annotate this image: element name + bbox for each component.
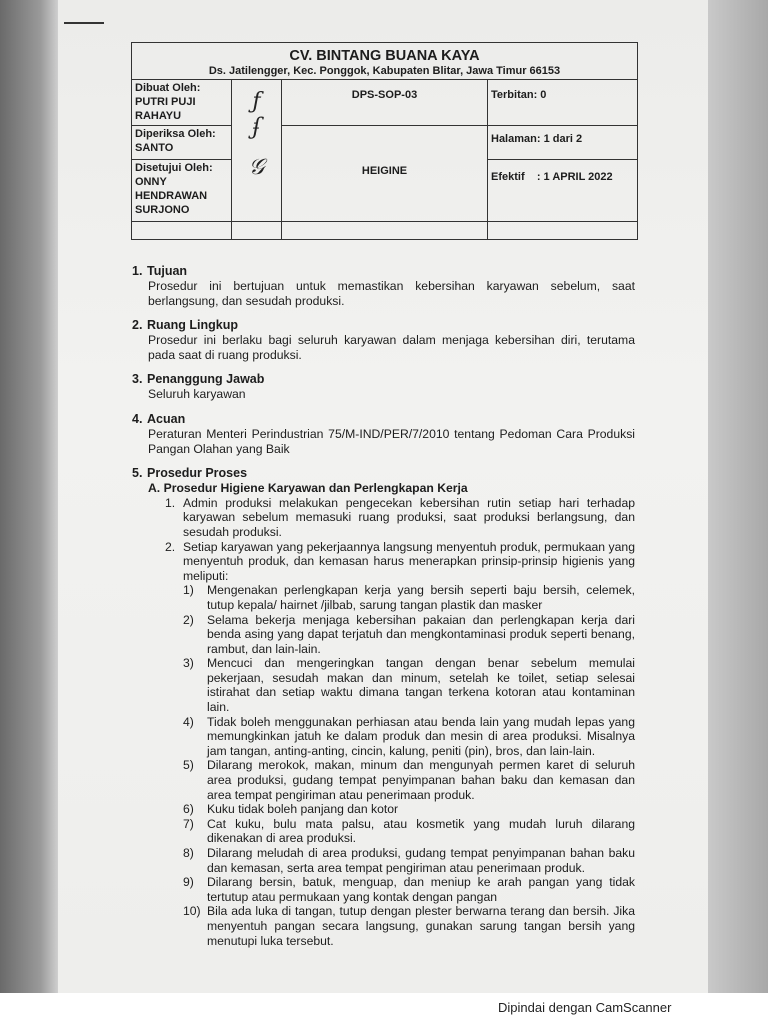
page-number: Halaman: 1 dari 2: [488, 126, 638, 160]
company-header: [132, 43, 638, 80]
procedure-subtitle: A. Prosedur Higiene Karyawan dan Perlengkapan Kerja: [148, 481, 468, 496]
scan-edge-left: [0, 0, 58, 993]
sub-list-text: Dilarang meludah di area produksi, gudang tempat penyimpanan bahan baku dan kemasan, serta area tempat pengiriman atau penerimaan produk.: [207, 846, 635, 875]
list-item: [165, 496, 635, 540]
sub-list-number: 6): [183, 802, 194, 817]
section-number: 1.: [132, 264, 143, 278]
signature-mark: ƒ: [252, 89, 261, 114]
list-number: 2.: [165, 539, 176, 554]
sub-list-text: Dilarang bersin, batuk, menguap, dan meniup ke arah pangan yang tidak tertutup atau permukaan yang kontak dengan pangan: [207, 875, 635, 904]
effective-date: Efektif : 1 APRIL 2022: [488, 160, 638, 222]
sub-list-text: Tidak boleh menggunakan perhiasan atau benda lain yang mudah lepas yang memungkinkan jatuh ke dalam produk dan mesin di area produksi. Misalnya jam tangan, anting-anting, cincin, kalung, peniti (pin), bros, dan lain-lain.: [207, 714, 635, 758]
sub-list-item: [183, 583, 635, 612]
pen-mark: [64, 22, 104, 24]
doc-code: DPS-SOP-03: [282, 80, 488, 126]
procedure-list: [165, 496, 635, 948]
section-text: Prosedur ini bertujuan untuk memastikan kebersihan karyawan sebelum, saat berlangsung, dan sesudah produksi.: [148, 279, 635, 308]
sub-list-text: Bila ada luka di tangan, tutup dengan plester berwarna terang dan bersih. Jika menyentuh pangan secara langsung, gunakan sarung tangan bersih yang menutupi luka tersebut.: [207, 904, 635, 948]
sub-list-text: Kuku tidak boleh panjang dan kotor: [207, 802, 399, 817]
section-procedure: [133, 466, 635, 948]
sub-list-number: 7): [183, 816, 194, 831]
sub-list-item: [183, 715, 635, 759]
sop-header-table: [131, 42, 638, 240]
section-reference: [133, 412, 635, 456]
sub-list-text: Selama bekerja menjaga kebersihan pakaian dan perlengkapan kerja dari benda asing yang dapat terjatuh dan mengkontaminasi produk seperti benang, rambut, dan lain-lain.: [207, 612, 635, 656]
signature-mark: 𝒢: [248, 155, 265, 180]
document-body: [133, 264, 635, 948]
sub-list-item: [183, 817, 635, 846]
hygiene-sublist: [183, 583, 635, 948]
sub-list-number: 5): [183, 758, 194, 773]
sub-list-number: 2): [183, 612, 194, 627]
signatures: [232, 80, 282, 222]
section-number: 5.: [132, 466, 143, 481]
section-scope: [133, 318, 635, 362]
sub-list-item: [183, 613, 635, 657]
section-text: Seluruh karyawan: [148, 387, 246, 402]
list-number: 1.: [165, 495, 176, 510]
section-purpose: [133, 264, 635, 308]
approved-by-cell: [132, 160, 232, 222]
approved-by-label: Disetujui Oleh:: [135, 162, 213, 174]
sub-list-item: [183, 904, 635, 948]
list-text: Setiap karyawan yang pekerjaannya langsung menyentuh produk, permukaan yang menyentuh produk, dan kemasan harus menerapkan prinsip-prinsip higienis yang meliputi:: [183, 539, 635, 583]
checked-by-name: SANTO: [135, 142, 174, 154]
sub-list-item: [183, 758, 635, 802]
section-title: Acuan: [147, 411, 186, 426]
doc-title: HEIGINE: [282, 126, 488, 222]
scan-edge-right: [708, 0, 768, 993]
issue-number: Terbitan: 0: [488, 80, 638, 126]
sub-list-number: 4): [183, 714, 194, 729]
sub-list-number: 8): [183, 846, 194, 860]
section-number: 2.: [132, 318, 143, 333]
company-address: Ds. Jatilengger, Kec. Ponggok, Kabupaten Blitar, Jawa Timur 66153: [208, 65, 561, 77]
sub-list-text: Mengenakan perlengkapan kerja yang bersih seperti baju bersih, celemek, tutup kepala/ hairnet /jilbab, sarung tangan plastik dan masker: [207, 583, 635, 612]
section-text: Prosedur ini berlaku bagi seluruh karyawan dalam menjaga kebersihan diri, terutama pada saat di ruang produksi.: [148, 333, 635, 362]
checked-by-label: Diperiksa Oleh:: [135, 128, 216, 140]
sub-list-number: 9): [183, 875, 194, 890]
sub-list-item: [183, 846, 635, 875]
checked-by-cell: [132, 126, 232, 160]
made-by-name: PUTRI PUJI RAHAYU: [135, 96, 196, 122]
section-title: Ruang Lingkup: [147, 318, 238, 333]
approved-by-name: ONNY HENDRAWAN SURJONO: [135, 176, 208, 216]
signature-mark: ʄ: [252, 115, 261, 140]
section-text: Peraturan Menteri Perindustrian 75/M-IND/PER/7/2010 tentang Pedoman Cara Produksi Pangan Olahan yang Baik: [148, 426, 635, 456]
sub-list-text: Dilarang merokok, makan, minum dan mengunyah permen karet di seluruh area produksi, gudang tempat penyimpanan bahan baku dan kemasan dan area tempat pengiriman atau penerimaan produk.: [207, 758, 635, 802]
sub-list-text: Cat kuku, bulu mata palsu, atau kosmetik yang mudah luruh dilarang dikenakan di area produksi.: [207, 816, 635, 846]
section-title: Prosedur Proses: [147, 466, 248, 481]
section-number: 3.: [132, 372, 143, 387]
list-text: Admin produksi melakukan pengecekan kebersihan rutin setiap hari terhadap karyawan sebelum memasuki ruang produksi, saat produksi berlangsung, dan sesudah produksi.: [183, 495, 635, 539]
section-title: Tujuan: [147, 264, 188, 278]
sub-list-number: 1): [183, 583, 194, 598]
sub-list-item: [183, 656, 635, 714]
section-responsible: [133, 372, 635, 402]
list-item: [165, 540, 635, 584]
made-by-label: Dibuat Oleh:: [135, 82, 201, 94]
section-number: 4.: [132, 411, 143, 426]
company-name: CV. BINTANG BUANA KAYA: [289, 48, 480, 64]
sub-list-number: 10): [183, 904, 201, 919]
section-title: Penanggung Jawab: [147, 372, 265, 387]
scanner-watermark: Dipindai dengan CamScanner: [498, 1000, 672, 1015]
sub-list-text: Mencuci dan mengeringkan tangan dengan benar sebelum memulai pekerjaan, sesudah makan dan minum, setelah ke toilet, setiap selesai istirahat dan setiap waktu dimana tangan terkena kotoran atau kontaminan lain.: [207, 656, 635, 715]
sub-list-number: 3): [183, 656, 194, 671]
sub-list-item: [183, 802, 635, 817]
sub-list-item: [183, 875, 635, 904]
made-by-cell: [132, 80, 232, 126]
